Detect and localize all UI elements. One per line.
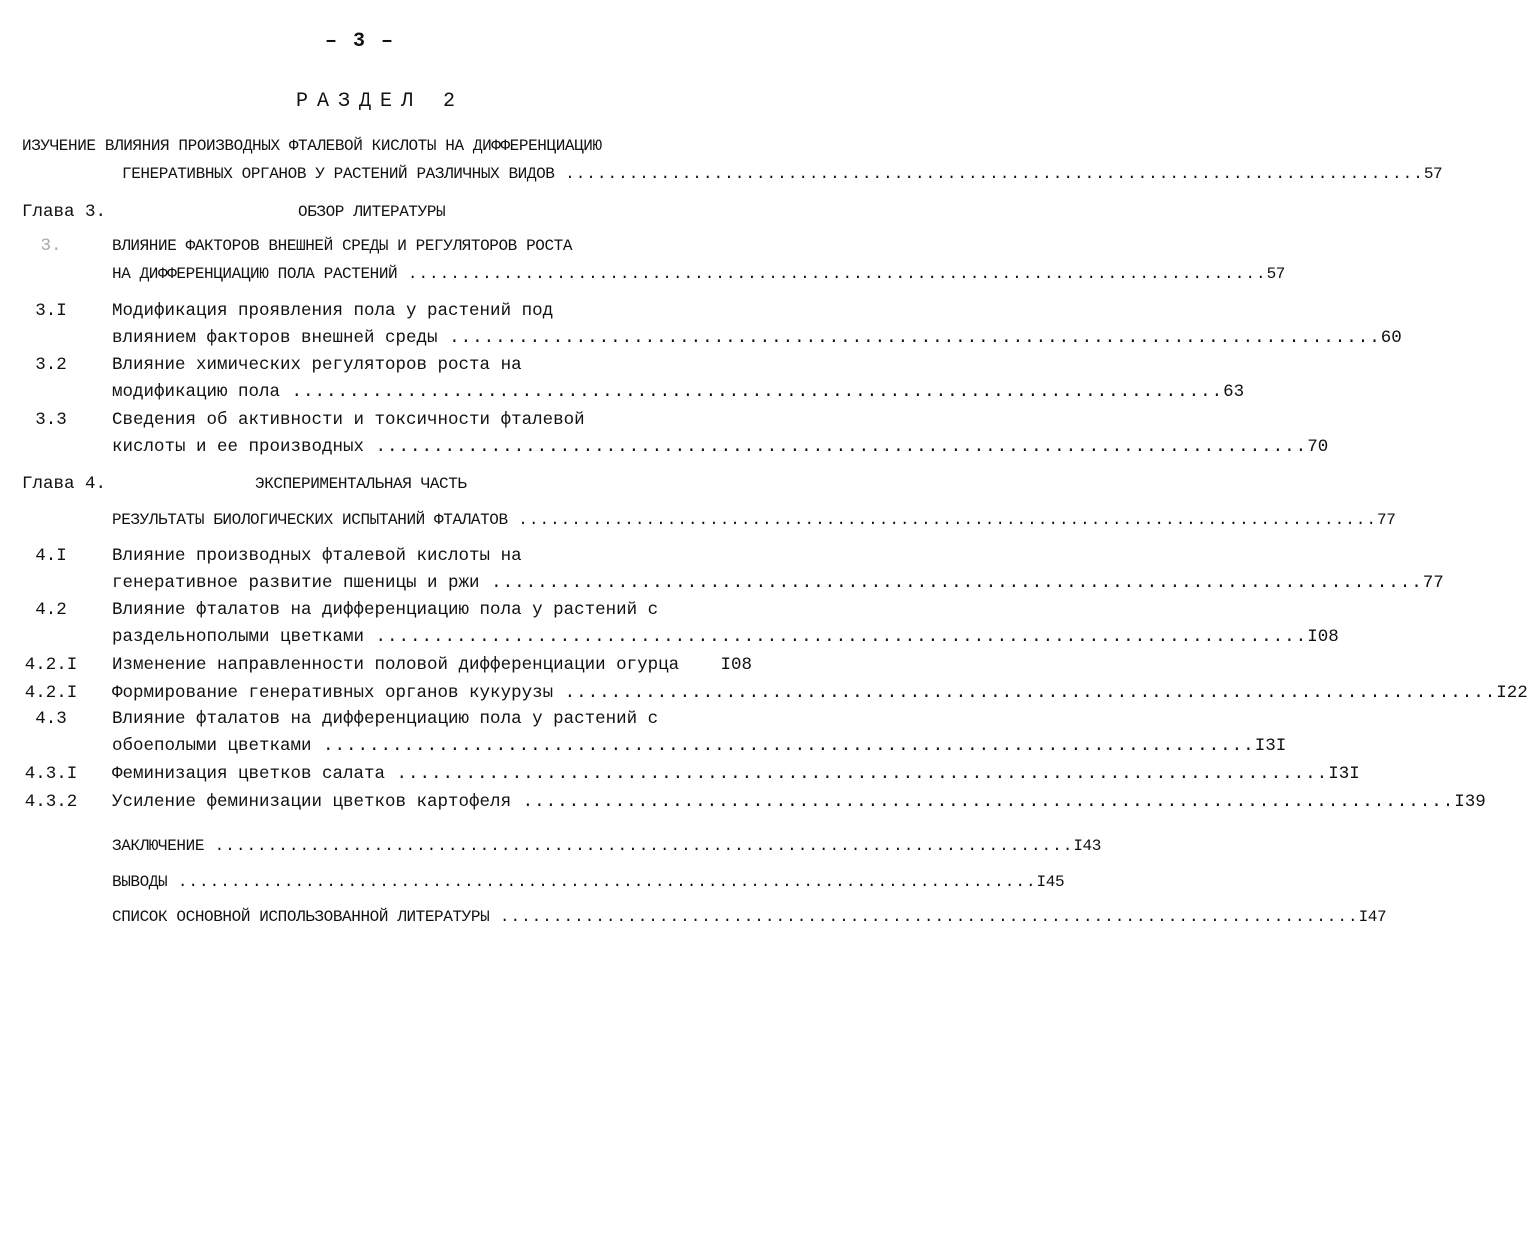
page-ref: 63 — [1223, 382, 1245, 402]
page-ref: 57 — [1266, 265, 1285, 283]
toc-text: РЕЗУЛЬТАТЫ БИОЛОГИЧЕСКИХ ИСПЫТАНИЙ ФТАЛАТОВ — [112, 511, 508, 529]
toc-entry-3-3[interactable] — [112, 434, 1329, 461]
toc-num: 4.2.I — [24, 655, 78, 675]
toc-text-line1: Влияние фталатов на дифференциацию пола у растений с — [112, 600, 659, 620]
toc-num: 3.2 — [35, 355, 67, 375]
toc-entry-findings[interactable] — [112, 869, 1065, 896]
page-ref: I08 — [720, 655, 752, 675]
toc-num: 3.I — [35, 301, 67, 321]
leader-dots: ................................................................................. — [204, 837, 1074, 855]
toc-entry-3[interactable] — [112, 261, 1285, 288]
section-title: РАЗДЕЛ 2 — [295, 90, 464, 113]
toc-num: 4.3.I — [24, 764, 78, 784]
part-title-line2: ГЕНЕРАТИВНЫХ ОРГАНОВ У РАСТЕНИЙ РАЗЛИЧНЫХ ВИДОВ — [122, 165, 555, 183]
toc-num: 4.3 — [35, 709, 67, 729]
toc-text: Усиление феминизации цветков картофеля — [112, 792, 512, 812]
toc-text-line1: Влияние фталатов на дифференциацию пола у растений с — [112, 709, 659, 729]
leader-dots: ................................................................................. — [364, 627, 1308, 647]
part-title-line1: ИЗУЧЕНИЕ ВЛИЯНИЯ ПРОИЗВОДНЫХ ФТАЛЕВОЙ КИСЛОТЫ НА ДИФФЕРЕНЦИАЦИЮ — [22, 137, 602, 155]
toc-text-line2: генеративное развитие пшеницы и ржи — [112, 573, 480, 593]
toc-text-line2: кислоты и ее производных — [112, 437, 365, 457]
toc-entry-4-2-1[interactable] — [112, 652, 752, 679]
toc-entry-4-3[interactable] — [112, 733, 1287, 760]
chapter3-title: ОБЗОР ЛИТЕРАТУРЫ — [298, 203, 446, 221]
toc-text-line2: обоеполыми цветками — [112, 736, 312, 756]
page-number: – 3 – — [324, 30, 395, 53]
toc-entry-4-2[interactable] — [112, 624, 1339, 651]
leader-dots: ................................................................................. — [553, 683, 1497, 703]
page-ref: I08 — [1307, 627, 1339, 647]
page-ref: 57 — [1423, 165, 1443, 183]
toc-text: Изменение направленности половой дифференциации огурца — [112, 655, 680, 675]
toc-entry-conclusion[interactable] — [112, 833, 1101, 860]
leader-dots: ................................................................................. — [511, 792, 1455, 812]
toc-text-line1: Сведения об активности и токсичности фталевой — [112, 410, 585, 430]
toc-entry-references[interactable] — [112, 904, 1387, 931]
leader-dots: ................................................................................. — [397, 265, 1267, 283]
toc-num: 4.2 — [35, 600, 67, 620]
page-ref: 77 — [1377, 511, 1396, 529]
page-ref: 77 — [1422, 573, 1444, 593]
toc-num: 4.2.I — [24, 683, 78, 703]
toc-text-line1: Модификация проявления пола у растений под — [112, 301, 554, 321]
toc-text-line2: модификацию пола — [112, 382, 281, 402]
page-ref: I3I — [1328, 764, 1360, 784]
leader-dots: ................................................................................. — [364, 437, 1308, 457]
chapter4-title: ЭКСПЕРИМЕНТАЛЬНАЯ ЧАСТЬ — [255, 475, 467, 493]
leader-dots: ................................................................................. — [280, 382, 1224, 402]
toc-text: ВЫВОДЫ — [112, 873, 168, 891]
leader-dots: ................................................................................. — [311, 736, 1255, 756]
toc-entry-results[interactable] — [112, 507, 1396, 534]
toc-num: 3. — [40, 236, 62, 256]
toc-text: Формирование генеративных органов кукурузы — [112, 683, 554, 703]
page-ref: I43 — [1073, 837, 1101, 855]
page-ref: I22 — [1496, 683, 1528, 703]
toc-entry-4-1[interactable] — [112, 570, 1444, 597]
leader-dots: ................................................................................. — [167, 873, 1037, 891]
toc-text-line2: раздельнополыми цветками — [112, 627, 365, 647]
toc-entry-4-3-1[interactable] — [112, 761, 1360, 788]
page-ref: 60 — [1380, 328, 1402, 348]
page-ref: I45 — [1036, 873, 1065, 891]
toc-text: СПИСОК ОСНОВНОЙ ИСПОЛЬЗОВАННОЙ ЛИТЕРАТУРЫ — [112, 908, 490, 926]
toc-text-line1: ВЛИЯНИЕ ФАКТОРОВ ВНЕШНЕЙ СРЕДЫ И РЕГУЛЯТОРОВ РОСТА — [112, 237, 573, 255]
toc-entry-3-2[interactable] — [112, 379, 1245, 406]
page-ref: I39 — [1454, 792, 1486, 812]
leader-dots: ................................................................................. — [437, 328, 1381, 348]
toc-num: 4.3.2 — [24, 792, 78, 812]
page-ref: I3I — [1254, 736, 1287, 756]
toc-num: 3.3 — [35, 410, 67, 430]
toc-text-line2: влиянием факторов внешней среды — [112, 328, 438, 348]
chapter4-label: Глава 4. — [22, 474, 107, 494]
toc-entry-4-2-2[interactable] — [112, 680, 1528, 707]
toc-entry-part[interactable] — [122, 161, 1443, 188]
leader-dots: ................................................................................. — [554, 165, 1424, 183]
leader-dots: ................................................................................. — [385, 764, 1329, 784]
toc-text-line2: НА ДИФФЕРЕНЦИАЦИЮ ПОЛА РАСТЕНИЙ — [112, 265, 398, 283]
leader-dots — [679, 652, 720, 679]
toc-entry-3-1[interactable] — [112, 325, 1402, 352]
chapter3-label: Глава 3. — [22, 202, 107, 222]
leader-dots: ................................................................................. — [507, 511, 1377, 529]
toc-text-line1: Влияние производных фталевой кислоты на — [112, 546, 522, 566]
leader-dots: ................................................................................. — [479, 573, 1423, 593]
toc-entry-4-3-2[interactable] — [112, 789, 1486, 816]
toc-text: Феминизация цветков салата — [112, 764, 386, 784]
toc-num: 4.I — [35, 546, 67, 566]
toc-text-line1: Влияние химических регуляторов роста на — [112, 355, 522, 375]
page-ref: 70 — [1307, 437, 1329, 457]
toc-text: ЗАКЛЮЧЕНИЕ — [112, 837, 205, 855]
page-ref: I47 — [1358, 908, 1387, 926]
leader-dots: ................................................................................. — [489, 908, 1359, 926]
